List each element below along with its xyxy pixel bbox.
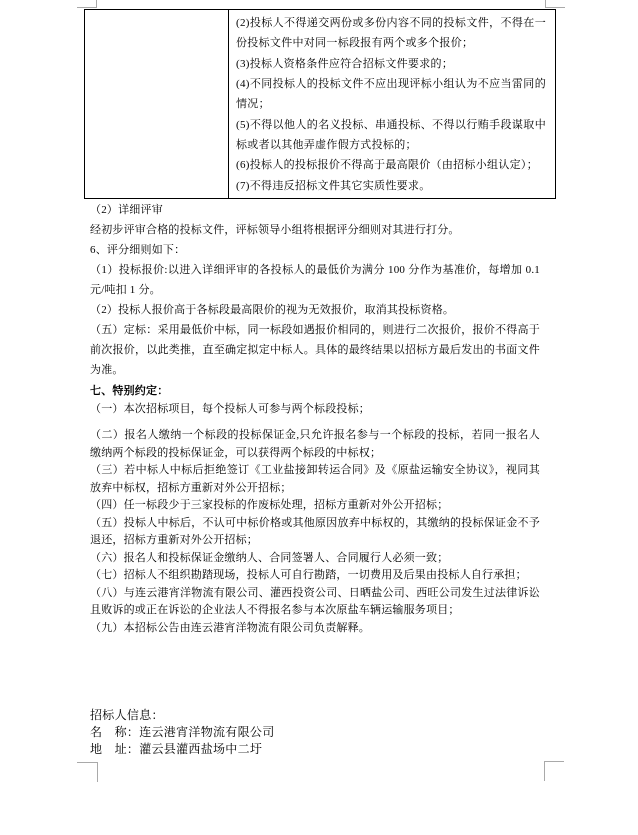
bidder-address-line: 地 址：灌云县灌西盐场中二圩 xyxy=(90,742,263,756)
bidder-name-line: 名 称：连云港宵洋物流有限公司 xyxy=(90,725,275,739)
body-paragraph: （三）若中标人中标后拒绝签订《工业盐接卸转运合同》及《原盐运输安全协议》，视同其放弃中标权，招标方重新对外公开招标； xyxy=(90,464,540,494)
crop-mark-bottom-right-v xyxy=(544,761,545,781)
crop-mark-top-left-v xyxy=(96,0,97,7)
crop-mark-bottom-left-h xyxy=(77,762,97,763)
crop-mark-top-left-h xyxy=(77,7,97,8)
body-paragraph: （六）报名人和投标保证金缴纳人、合同签署人、合同履行人必须一致； xyxy=(90,551,449,564)
document-body xyxy=(90,200,540,637)
body-paragraph: （七）招标人不组织勘踏现场，投标人可自行勘踏，一切费用及后果由投标人自行承担； xyxy=(90,569,527,581)
crop-mark-top-right-h xyxy=(545,7,565,8)
table-cell-paragraph: (5)不得以他人的名义投标、串通投标、不得以行贿手段谋取中标或者以其他弄虚作假方式投标的； xyxy=(236,118,546,151)
body-paragraph: 七、特别约定： xyxy=(90,385,169,397)
bidder-info-heading: 招标人信息： xyxy=(90,708,164,722)
table-content-cell xyxy=(229,10,555,198)
table-cell-paragraph: (4)不同投标人的投标文件不应出现评标小组认为不应当雷同的情况； xyxy=(236,78,546,110)
crop-mark-top-right-v xyxy=(545,0,546,7)
body-paragraph: （九）本招标公告由连云港宵洋物流有限公司负责解释。 xyxy=(90,621,370,634)
body-paragraph: （2）投标人报价高于各标段最高限价的视为无效报价，取消其投标资格。 xyxy=(90,304,455,316)
crop-mark-bottom-left-v xyxy=(97,762,98,782)
body-paragraph: （二）报名人缴纳一个标段的投标保证金,只允许报名参与一个标段的投标，若同一报名人缴纳两个标段的投标保证金，可以获得两个标段的中标权； xyxy=(90,429,540,459)
crop-mark-bottom-right-h xyxy=(544,761,564,762)
bidder-info-section xyxy=(90,707,275,758)
table-cell-paragraph: (2)投标人不得递交两份或多份内容不同的投标文件，不得在一份投标文件中对同一标段报有两个或多个报价； xyxy=(236,17,546,49)
body-paragraph: （2）详细评审 xyxy=(90,204,163,216)
body-paragraph: （八）与连云港宵洋物流有限公司、灌西投资公司、日晒盐公司、西旺公司发生过法律诉讼且败诉的或正在诉讼的企业法人不得报名参与本次原盐车辆运输服务项目； xyxy=(90,586,540,616)
body-paragraph: （1）投标报价:以进入详细评审的各投标人的最低价为满分 100 分作为基准价，每增加 0.1 元/吨扣 1 分。 xyxy=(90,264,540,296)
table-cell-paragraph: (3)投标人资格条件应符合招标文件要求的； xyxy=(236,57,454,70)
body-paragraph: （一）本次招标项目，每个投标人可参与两个标段投标； xyxy=(90,402,370,415)
table-cell-paragraph: (7)不得违反招标文件其它实质性要求。 xyxy=(236,179,431,192)
body-paragraph: （五）投标人中标后，不认可中标价格或其他原因放弃中标权的，其缴纳的投标保证金不予退还，招标方重新对外公开招标； xyxy=(90,516,540,546)
body-paragraph: （四）任一标段少于三家投标的作废标处理，招标方重新对外公开招标； xyxy=(90,499,449,511)
body-paragraph: 6、评分细则如下： xyxy=(90,244,186,256)
bid-conditions-table xyxy=(84,9,556,199)
table-empty-cell xyxy=(85,10,229,198)
table-cell-paragraph: (6)投标人的投标报价不得高于最高限价（由招标小组认定）； xyxy=(236,159,539,171)
body-paragraph: 经初步评审合格的投标文件，评标领导小组将根据评分细则对其进行打分。 xyxy=(90,224,460,236)
body-paragraph: （五）定标：采用最低价中标，同一标段如遇报价相同的，则进行二次报价，报价不得高于前次报价，以此类推，直至确定拟定中标人。具体的最终结果以招标方最后发出的书面文件为准。 xyxy=(90,324,540,376)
